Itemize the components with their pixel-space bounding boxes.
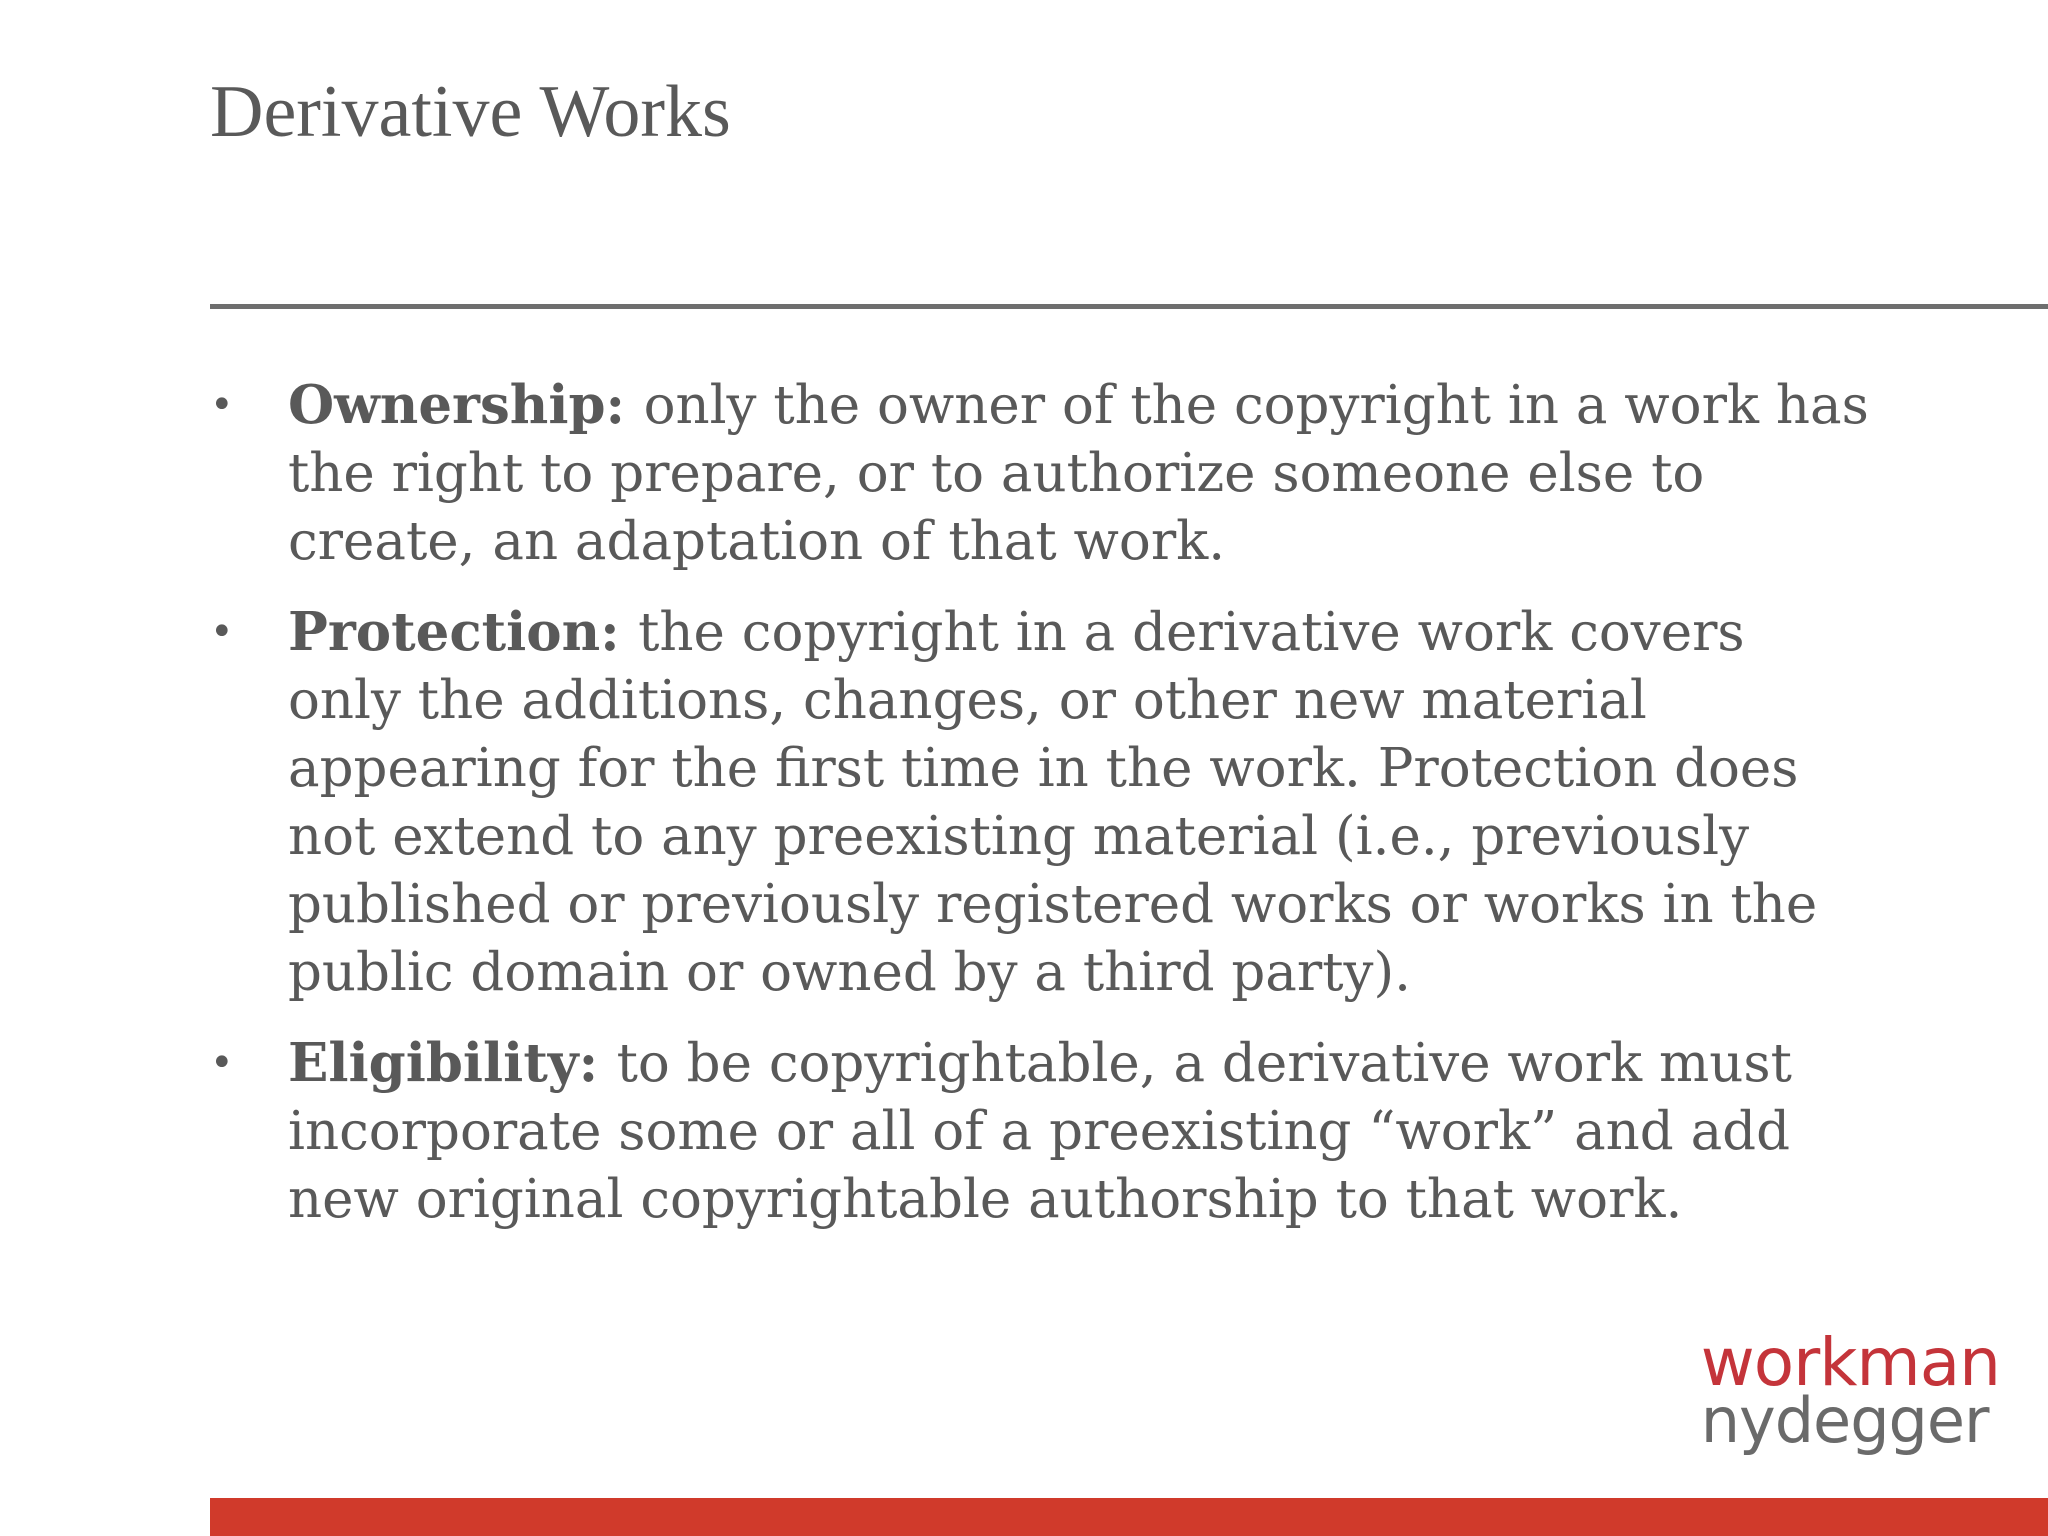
bullet-text: to be copyrightable, a derivative work must incorporate some or all of a preexisting “work” and add new original copyrightable authorship to that work. bbox=[288, 1033, 1792, 1230]
title-divider bbox=[210, 304, 2048, 309]
footer-accent-bar bbox=[210, 1498, 2048, 1536]
logo-line-nydegger: nydegger bbox=[1700, 1384, 1989, 1457]
bullet-item-protection bbox=[210, 598, 1870, 1007]
slide-title: Derivative Works bbox=[210, 71, 731, 153]
bullet-term: Ownership: bbox=[288, 374, 644, 436]
bullet-marker: • bbox=[210, 1040, 234, 1086]
bullet-list bbox=[210, 371, 1870, 1256]
bullet-item-ownership bbox=[210, 371, 1870, 576]
bullet-term: Eligibility: bbox=[288, 1032, 617, 1094]
bullet-term: Protection: bbox=[288, 601, 639, 663]
bullet-marker: • bbox=[210, 609, 234, 655]
bullet-item-eligibility bbox=[210, 1029, 1870, 1234]
bullet-text: the copyright in a derivative work covers only the additions, changes, or other new material appearing for the first time in the work. Protection does not extend to any preexisting material (i.e., previously published or previously registered works or works in the public domain or owned by a third party). bbox=[288, 602, 1818, 1003]
bullet-text: only the owner of the copyright in a work has the right to prepare, or to authorize someone else to create, an adaptation of that work. bbox=[288, 375, 1869, 572]
logo-line-workman: workman bbox=[1700, 1324, 2000, 1401]
bullet-marker: • bbox=[210, 382, 234, 428]
company-logo bbox=[1700, 1324, 2000, 1457]
